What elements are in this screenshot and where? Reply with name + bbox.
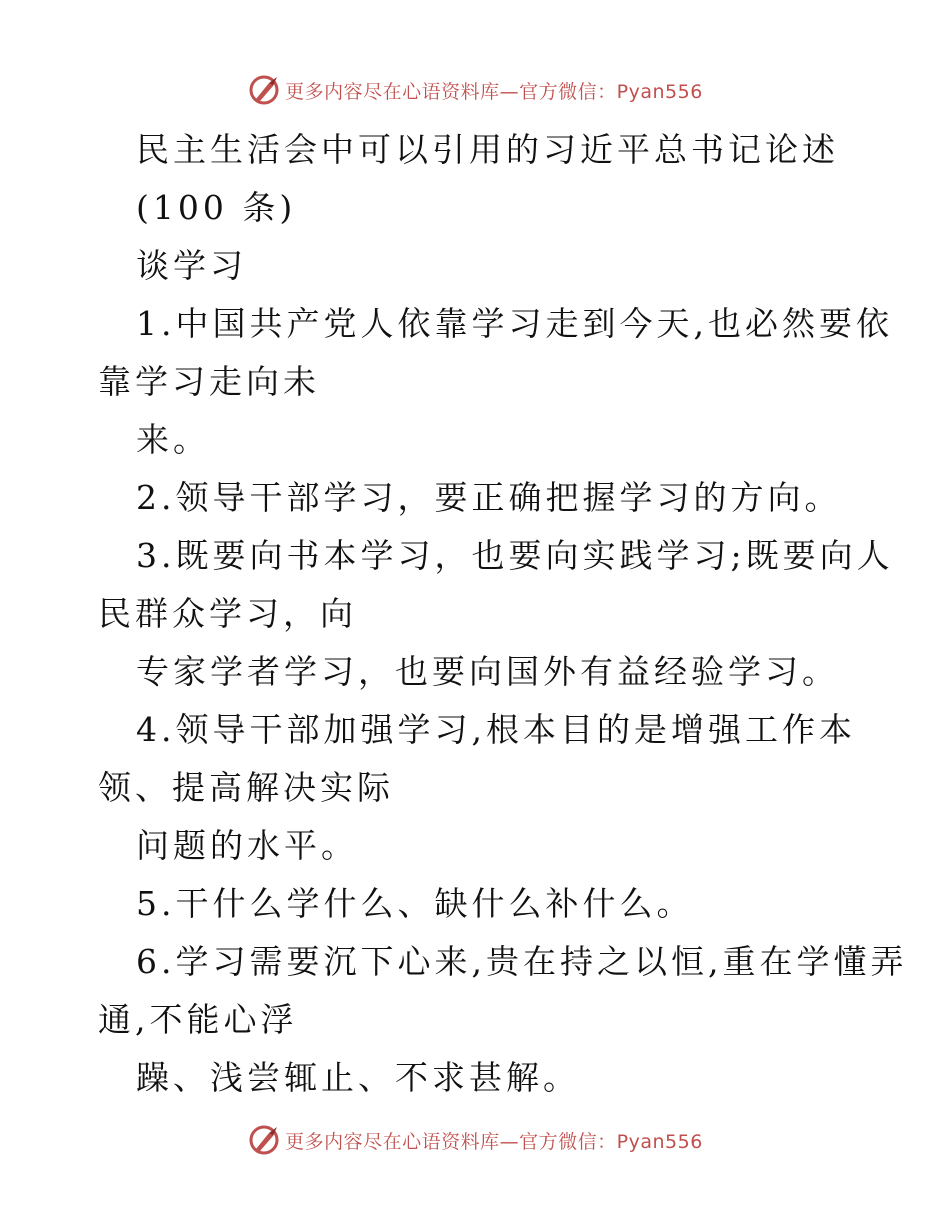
watermark-header bbox=[0, 70, 950, 110]
paragraph-line: 躁、浅尝辄止、不求甚解。 bbox=[136, 1058, 580, 1097]
paragraph-line: 5.干什么学什么、缺什么补什么。 bbox=[136, 884, 694, 923]
paragraph-line: 3.既要向书本学习，也要向实践学习;既要向人 bbox=[136, 536, 894, 575]
document-title-count: (100 条) bbox=[136, 188, 297, 227]
paragraph-line: 专家学者学习，也要向国外有益经验学习。 bbox=[136, 652, 839, 691]
paragraph-line: 靠学习走向未 bbox=[98, 362, 320, 401]
paragraph-line: 4.领导干部加强学习,根本目的是增强工作本 bbox=[136, 710, 856, 749]
paragraph-line: 通,不能心浮 bbox=[98, 1000, 298, 1039]
quill-logo-icon bbox=[247, 73, 281, 107]
document-title: 民主生活会中可以引用的习近平总书记论述 bbox=[136, 130, 839, 169]
watermark-text: 更多内容尽在心语资料库—官方微信：Pyan556 bbox=[285, 80, 703, 103]
paragraph-line: 6.学习需要沉下心来,贵在持之以恒,重在学懂弄 bbox=[136, 942, 908, 981]
section-heading: 谈学习 bbox=[136, 246, 247, 285]
paragraph-line: 领、提高解决实际 bbox=[98, 768, 394, 807]
paragraph-line: 问题的水平。 bbox=[136, 826, 358, 865]
paragraph-line: 民群众学习，向 bbox=[98, 594, 357, 633]
paragraph-line: 2.领导干部学习，要正确把握学习的方向。 bbox=[136, 478, 842, 517]
quill-logo-icon bbox=[247, 1123, 281, 1157]
watermark-text: 更多内容尽在心语资料库—官方微信：Pyan556 bbox=[285, 1130, 703, 1153]
paragraph-line: 来。 bbox=[136, 420, 210, 459]
watermark-footer bbox=[0, 1120, 950, 1160]
paragraph-line: 1.中国共产党人依靠学习走到今天,也必然要依 bbox=[136, 304, 893, 343]
